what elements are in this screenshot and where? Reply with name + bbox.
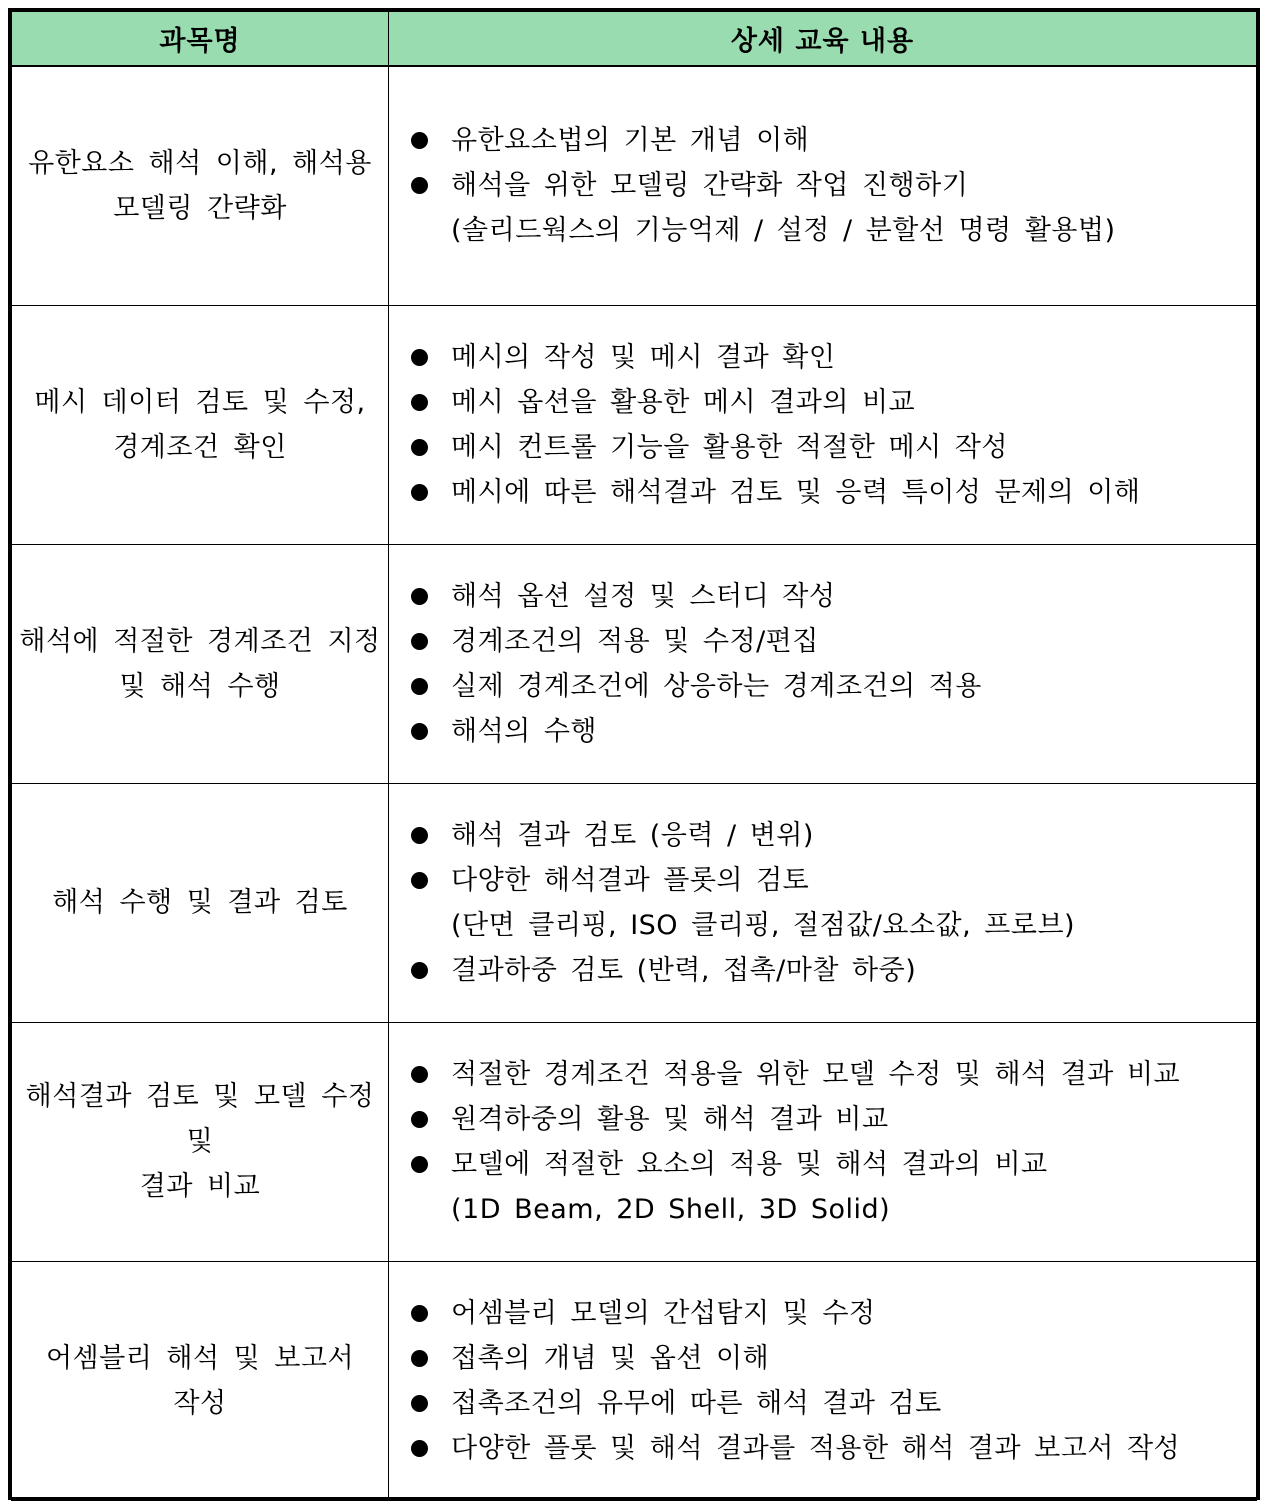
- bullet-icon: [411, 177, 428, 194]
- list-item: [409, 335, 1256, 380]
- bullet-icon: [411, 1440, 428, 1457]
- list-item: [409, 470, 1256, 515]
- bullet-icon: [411, 1395, 428, 1412]
- table-row: [12, 1022, 1257, 1261]
- bullet-icon: [411, 588, 428, 605]
- subject-line: 해석 수행 및 결과 검토: [52, 887, 348, 918]
- item-text: 접촉의 개념 및 옵션 이해: [451, 1342, 770, 1374]
- detail-list: [409, 335, 1256, 515]
- list-item: [409, 1426, 1256, 1471]
- item-text: (솔리드웍스의 기능억제 / 설정 / 분할선 명령 활용법): [451, 215, 1116, 247]
- detail-list: [409, 813, 1256, 993]
- table-row: [12, 544, 1257, 783]
- item-text: 메시에 따른 해석결과 검토 및 응력 특이성 문제의 이해: [451, 476, 1141, 508]
- curriculum-table-frame: [8, 8, 1260, 1500]
- item-text: 적절한 경계조건 적용을 위한 모델 수정 및 해석 결과 비교: [451, 1058, 1181, 1090]
- bullet-icon: [411, 1111, 428, 1128]
- list-item: [409, 1097, 1256, 1142]
- item-text: (1D Beam, 2D Shell, 3D Solid): [451, 1193, 891, 1225]
- subject-line: 어셈블리 해석 및 보고서: [45, 1342, 355, 1374]
- list-item: [409, 380, 1256, 425]
- list-item-continuation: [409, 1187, 1256, 1232]
- list-item: [409, 709, 1256, 754]
- detail-list: [409, 118, 1256, 253]
- bullet-icon: [411, 1066, 428, 1083]
- curriculum-table: [11, 11, 1257, 1501]
- list-item: [409, 425, 1256, 470]
- item-text: 결과하중 검토 (반력, 접촉/마찰 하중): [451, 954, 917, 986]
- item-text: 메시 컨트롤 기능을 활용한 적절한 메시 작성: [451, 431, 1008, 463]
- bullet-icon: [411, 723, 428, 740]
- list-item: [409, 574, 1256, 619]
- item-text: 해석의 수행: [451, 715, 597, 747]
- bullet-icon: [411, 962, 428, 979]
- detail-list: [409, 1052, 1256, 1232]
- detail-cell: [389, 1261, 1257, 1500]
- subject-line: 경계조건 확인: [113, 431, 287, 463]
- detail-cell: [389, 305, 1257, 544]
- subject-line: 메시 데이터 검토 및 수정,: [34, 386, 366, 418]
- list-item: [409, 858, 1256, 903]
- subject-line: 해석결과 검토 및 모델 수정 및: [25, 1081, 375, 1157]
- item-text: 어셈블리 모델의 간섭탐지 및 수정: [451, 1297, 876, 1329]
- detail-list: [409, 1291, 1256, 1471]
- table-row: [12, 66, 1257, 305]
- list-item: [409, 1052, 1256, 1097]
- item-text: 해석을 위한 모델링 간략화 작업 진행하기: [451, 170, 969, 202]
- bullet-icon: [411, 633, 428, 650]
- list-item: [409, 1381, 1256, 1426]
- bullet-icon: [411, 827, 428, 844]
- subject-line: 결과 비교: [139, 1171, 261, 1202]
- detail-cell: [389, 783, 1257, 1022]
- subject-cell: [12, 1022, 389, 1261]
- list-item: [409, 1291, 1256, 1336]
- list-item: [409, 619, 1256, 664]
- bullet-icon: [411, 872, 428, 889]
- subject-cell: [12, 544, 389, 783]
- item-text: 유한요소법의 기본 개념 이해: [451, 125, 810, 157]
- subject-line: 유한요소 해석 이해, 해석용: [28, 147, 372, 179]
- item-text: 해석 옵션 설정 및 스터디 작성: [451, 580, 836, 612]
- subject-cell: [12, 1261, 389, 1500]
- item-text: 모델에 적절한 요소의 적용 및 해석 결과의 비교: [451, 1148, 1048, 1180]
- bullet-icon: [411, 394, 428, 411]
- bullet-icon: [411, 678, 428, 695]
- bullet-icon: [411, 1350, 428, 1367]
- bullet-icon: [411, 1305, 428, 1322]
- bullet-icon: [411, 1156, 428, 1173]
- list-item: [409, 118, 1256, 163]
- list-item: [409, 813, 1256, 858]
- header-row: [12, 12, 1257, 67]
- list-item: [409, 948, 1256, 993]
- subject-line: 작성: [173, 1387, 227, 1419]
- table-row: [12, 305, 1257, 544]
- detail-list: [409, 574, 1256, 754]
- item-text: 다양한 해석결과 플롯의 검토: [451, 864, 810, 896]
- item-text: 다양한 플롯 및 해석 결과를 적용한 해석 결과 보고서 작성: [451, 1432, 1181, 1464]
- bullet-icon: [411, 484, 428, 501]
- bullet-icon: [411, 439, 428, 456]
- detail-cell: [389, 66, 1257, 305]
- subject-cell: [12, 783, 389, 1022]
- list-item-continuation: [409, 903, 1256, 948]
- list-item: [409, 1336, 1256, 1381]
- subject-line: 및 해석 수행: [119, 670, 281, 702]
- header-subject: 과목명: [12, 12, 389, 67]
- table-row: [12, 783, 1257, 1022]
- bullet-icon: [411, 349, 428, 366]
- item-text: 경계조건의 적용 및 수정/편집: [451, 625, 819, 657]
- bullet-icon: [411, 132, 428, 149]
- header-detail: 상세 교육 내용: [389, 12, 1257, 67]
- table-row: [12, 1261, 1257, 1500]
- item-text: 해석 결과 검토 (응력 / 변위): [451, 819, 814, 851]
- subject-cell: [12, 305, 389, 544]
- detail-cell: [389, 544, 1257, 783]
- list-item: [409, 163, 1256, 208]
- item-text: (단면 클리핑, ISO 클리핑, 절점값/요소값, 프로브): [451, 909, 1076, 941]
- list-item-continuation: [409, 208, 1256, 253]
- list-item: [409, 1142, 1256, 1187]
- item-text: 메시의 작성 및 메시 결과 확인: [451, 341, 836, 373]
- subject-line: 모델링 간략화: [113, 192, 287, 224]
- item-text: 원격하중의 활용 및 해석 결과 비교: [451, 1103, 889, 1135]
- subject-cell: [12, 66, 389, 305]
- detail-cell: [389, 1022, 1257, 1261]
- item-text: 실제 경계조건에 상응하는 경계조건의 적용: [451, 670, 982, 702]
- item-text: 메시 옵션을 활용한 메시 결과의 비교: [451, 386, 916, 418]
- subject-line: 해석에 적절한 경계조건 지정: [19, 625, 381, 657]
- item-text: 접촉조건의 유무에 따른 해석 결과 검토: [451, 1387, 942, 1419]
- list-item: [409, 664, 1256, 709]
